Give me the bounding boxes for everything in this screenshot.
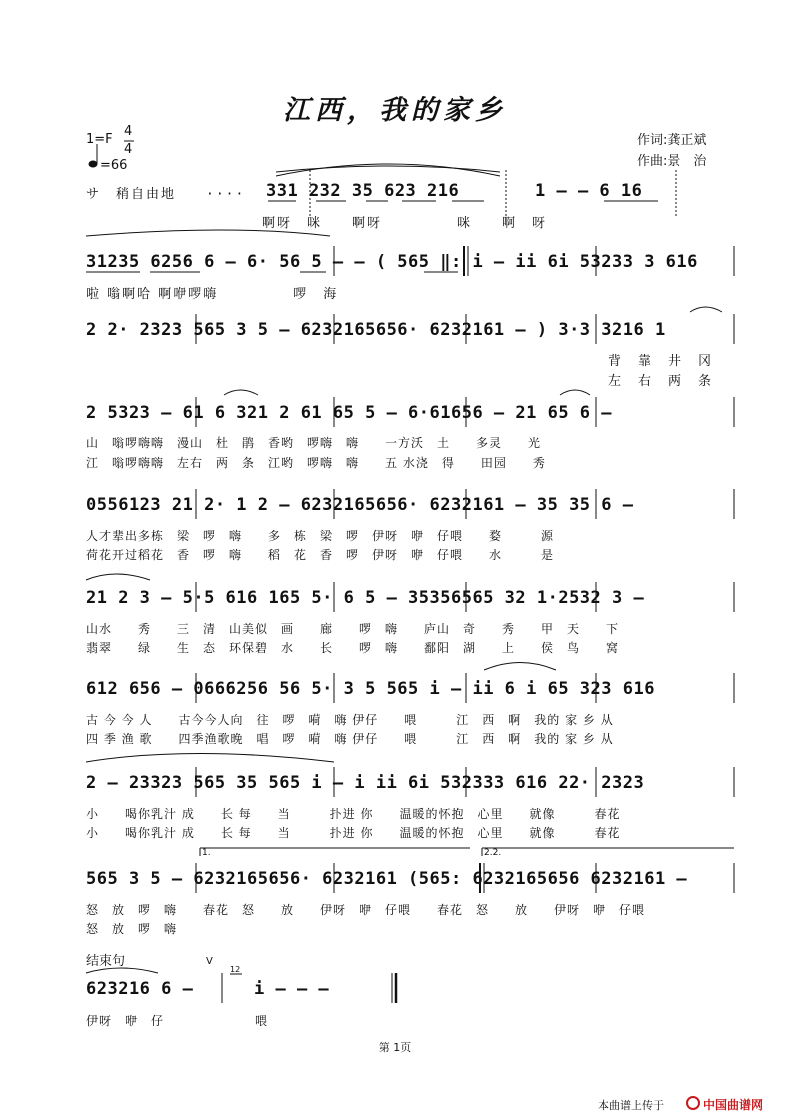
notation-row-4: 2 5323 — 61 6 321 2 61 65 5 — 6·61656 — 21 65 6 — [86,403,613,423]
lyric-row-3-verse-2: 左 右 两 条 [608,374,714,389]
lyric-row-6-verse-1: 山水 秀 三 清 山美似 画 廊 啰 嗨 庐山 奇 秀 甲 天 下 [86,622,620,636]
time-signature-bottom: 4 [124,142,133,157]
upload-note: 本曲谱上传于 [598,1099,664,1112]
breath-mark: V [206,956,213,967]
score-title: 江西，我的家乡 [283,95,507,126]
notation-row-6: 21 2 3 — 5·5 616 165 5· 6 5 — 35356565 32 1·2532 3 — [86,588,645,608]
notation-row-1-intro: サ 稍自由地 ···· [86,187,246,202]
lyric-row-7-verse-1: 古 今 今 人 古今今人向 往 啰 嗬 嗨 伊仔 喂 江 西 啊 我的 家 乡 从 [86,713,614,727]
lyric-row-5-verse-1: 人才辈出多栋 梁 啰 嗨 多 栋 梁 啰 伊呀 咿 仔喂 婺 源 [86,529,555,543]
lyric-row-5-verse-2: 荷花开过稻花 香 啰 嗨 稻 花 香 啰 伊呀 咿 仔喂 水 是 [86,548,555,562]
notation-row-10-a: 623216 6 — [86,979,194,999]
time-signature-top: 4 [124,124,133,139]
lyric-row-6-verse-2: 翡翠 绿 生 态 环保碧 水 长 啰 嗨 鄱阳 湖 上 侯 鸟 窝 [86,641,620,655]
notation-row-3: 2 2· 2323 565 3 5 — 6232165656· 6232161 — ) 3·3 3216 1 [86,320,666,340]
notation-row-7: 612 656 — 0666256 56 5· 3 5 565 i — ii 6 i 65 323 616 [86,679,655,699]
key-signature: 1=F [86,132,113,147]
lyric-row-9-verse-2: 怒 放 啰 嗨 [86,922,178,936]
lyric-row-8-verse-2: 小 喝你乳汁 成 长 每 当 扑进 你 温暖的怀抱 心里 就像 春花 [86,826,621,840]
lyric-row-1: 啊呀 咪 啊呀 咪 啊 呀 [262,216,548,231]
lyric-row-7-verse-2: 四 季 渔 歌 四季渔歌晚 唱 啰 嗬 嗨 伊仔 喂 江 西 啊 我的 家 乡 从 [86,732,614,746]
svg-text:12: 12 [230,965,241,974]
notation-row-8: 2 — 23323 565 35 565 i — i ii 6i 532333 616 22· 2323 [86,773,645,793]
page-number: 第 1页 [378,1041,412,1054]
volta-1-label: 1. [202,848,211,858]
notation-row-5: 0556123 21 2· 1 2 — 6232165656· 6232161 — 35 35 6 — [86,495,634,515]
notation-row-9: 565 3 5 — 6232165656· 6232161 (565: 6232165656 6232161 — [86,869,688,889]
tempo-marking: =66 [100,158,128,173]
lyric-row-2: 啦 嗡啊哈 啊咿啰嗨 啰 海 [86,287,339,302]
notation-row-1-a: 331 232 35 623 216 [266,181,460,201]
lyric-row-4-verse-1: 山 嗡啰嗨嗨 漫山 杜 鹃 香哟 啰嗨 嗨 一方沃 土 多灵 光 [86,436,542,450]
lyric-row-3-verse-1: 背 靠 井 冈 [608,354,714,369]
notation-row-10-b: i — — — [254,979,330,999]
composer-credit: 作曲:景 治 [637,154,707,169]
notation-row-2: 31235 6256 6 — 6· 56 5 — — ( 565 ‖: i — ii 6i 53233 3 616 [86,252,698,272]
site-logo: 中国曲谱网 [703,1098,764,1112]
notation-row-1-b: 1 — — 6 16 [535,181,643,201]
lyric-row-8-verse-1: 小 喝你乳汁 成 长 每 当 扑进 你 温暖的怀抱 心里 就像 春花 [86,807,621,821]
lyricist-credit: 作词:龚正斌 [637,133,707,148]
lyric-row-9-verse-1: 怒 放 啰 嗨 春花 怒 放 伊呀 咿 仔喂 春花 怒 放 伊呀 咿 仔喂 [86,903,646,917]
volta-2-label: 2.2. [484,848,502,858]
lyric-row-10: 伊呀 咿 仔 喂 [86,1014,269,1028]
lyric-row-4-verse-2: 江 嗡啰嗨嗨 左右 两 条 江哟 啰嗨 嗨 五 水浇 得 田园 秀 [86,456,546,470]
coda-label: 结束句 [86,954,126,969]
